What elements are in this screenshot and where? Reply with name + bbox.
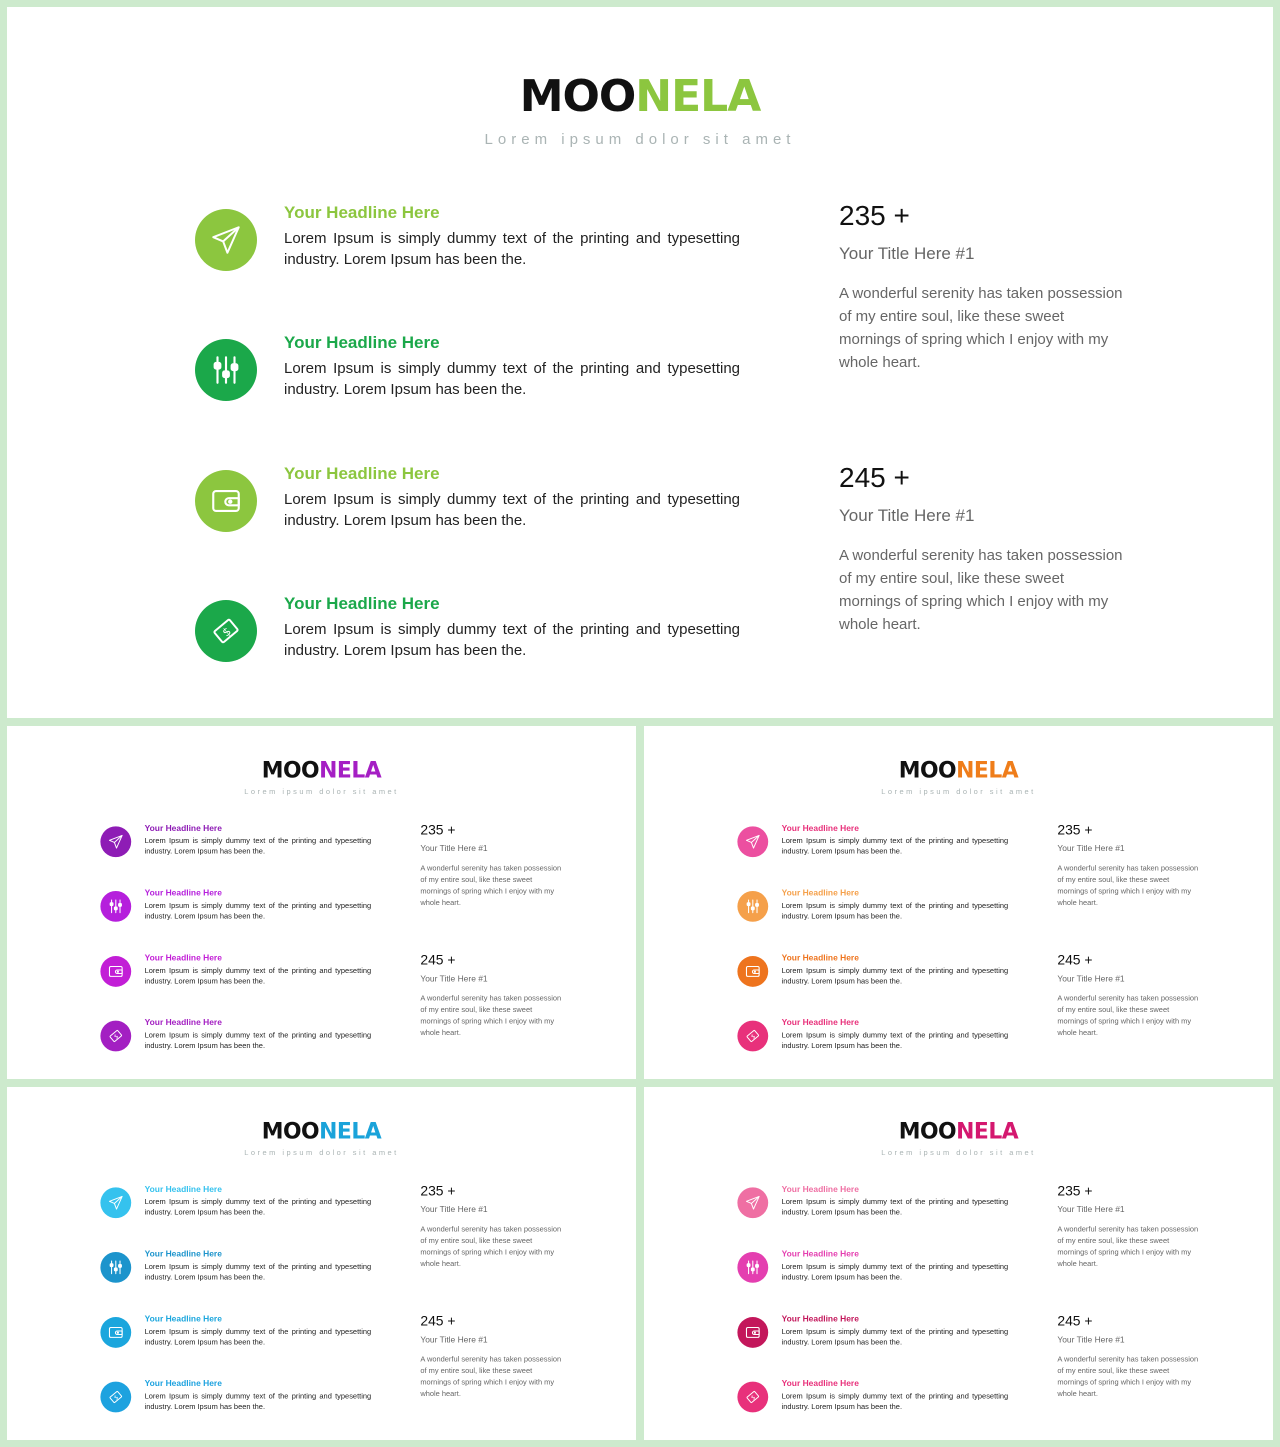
feature-description: Lorem Ipsum is simply dummy text of the printing and typesetting industry. Lorem Ipsum has been the. [144,901,372,921]
stat-number: 245 + [420,1313,456,1329]
feature-description: Lorem Ipsum is simply dummy text of the printing and typesetting industry. Lorem Ipsum has been the. [781,1262,1009,1282]
feature-description: Lorem Ipsum is simply dummy text of the printing and typesetting industry. Lorem Ipsum has been the. [781,1392,1009,1411]
slide-canvas [7,1087,636,1440]
feature-headline: Your Headline Here [781,1017,859,1028]
svg-text:$: $ [113,1394,121,1402]
slide-canvas [7,7,1273,718]
stat-text: A wonderful serenity has taken possession of my entire soul, like these sweet mornings of spring which I enjoy with my whole heart. [420,1225,562,1268]
slide-pink [644,1087,1273,1440]
sliders-icon [100,891,131,922]
svg-text:$: $ [113,1033,121,1041]
feature-description: Lorem Ipsum is simply dummy text of the printing and typesetting industry. Lorem Ipsum has been the. [781,836,1009,856]
money-icon [737,1382,768,1413]
stat-number: 235 + [839,200,910,231]
wallet-icon [737,956,768,987]
stat-text: A wonderful serenity has taken possession of my entire soul, like these sweet mornings of spring which I enjoy with my whole heart. [1057,1355,1199,1398]
money-icon [100,1382,131,1413]
svg-text:$: $ [750,1394,758,1402]
wallet-icon [737,1317,768,1348]
sliders-icon [100,1252,131,1283]
paper-plane-icon [195,209,257,271]
stat-title: Your Title Here #1 [1057,1334,1125,1345]
sliders-icon [195,339,257,401]
slide-purple [7,726,636,1079]
feature-headline: Your Headline Here [781,1184,859,1194]
stat-title: Your Title Here #1 [420,843,488,854]
stat-number: 245 + [839,462,910,493]
brand-logo: MOONELA [261,757,382,784]
feature-description: Lorem Ipsum is simply dummy text of the printing and typesetting industry. Lorem Ipsum has been the. [781,966,1009,986]
brand-logo: MOONELA [519,71,761,122]
feature-description: Lorem Ipsum is simply dummy text of the printing and typesetting industry. Lorem Ipsum has been the. [284,230,740,268]
feature-item [195,464,755,544]
stat-text: A wonderful serenity has taken possession of my entire soul, like these sweet mornings of spring which I enjoy with my whole heart. [420,1355,562,1398]
stat-title: Your Title Here #1 [420,1334,488,1345]
sliders-icon [737,1252,768,1283]
svg-text:$: $ [219,624,234,640]
feature-headline: Your Headline Here [781,1378,859,1389]
money-icon [195,600,257,662]
feature-headline: Your Headline Here [284,464,440,483]
stat-title: Your Title Here #1 [839,244,975,263]
tagline: Lorem ipsum dolor sit amet [881,787,1036,797]
stat-block [839,200,1139,374]
feature-description: Lorem Ipsum is simply dummy text of the printing and typesetting industry. Lorem Ipsum has been the. [144,1262,372,1282]
feature-headline: Your Headline Here [144,1248,222,1259]
slide-orange [644,726,1273,1079]
feature-description: Lorem Ipsum is simply dummy text of the printing and typesetting industry. Lorem Ipsum has been the. [284,621,740,659]
feature-headline: Your Headline Here [144,1184,222,1194]
brand-logo: MOONELA [898,757,1019,784]
feature-item [737,953,1015,993]
paper-plane-icon [737,826,768,857]
feature-description: Lorem Ipsum is simply dummy text of the printing and typesetting industry. Lorem Ipsum has been the. [781,901,1009,921]
wallet-icon [100,956,131,987]
feature-headline: Your Headline Here [144,887,222,898]
feature-headline: Your Headline Here [144,1017,222,1028]
money-icon [737,1021,768,1052]
feature-headline: Your Headline Here [284,333,440,352]
feature-item [195,203,755,283]
stat-block [420,822,569,908]
feature-description: Lorem Ipsum is simply dummy text of the printing and typesetting industry. Lorem Ipsum has been the. [144,1031,372,1050]
tagline: Lorem ipsum dolor sit amet [881,1148,1036,1158]
stat-number: 245 + [1057,952,1093,968]
paper-plane-icon [737,1187,768,1218]
feature-headline: Your Headline Here [144,1378,222,1389]
feature-item [737,1314,1015,1354]
stat-block [1057,1183,1206,1269]
feature-headline: Your Headline Here [144,1314,222,1324]
stat-number: 235 + [420,821,456,838]
tagline: Lorem ipsum dolor sit amet [244,1148,399,1158]
feature-item [100,1249,378,1289]
stat-block [420,1183,569,1269]
feature-item [737,1184,1015,1224]
feature-item [737,823,1015,863]
feature-description: Lorem Ipsum is simply dummy text of the printing and typesetting industry. Lorem Ipsum has been the. [781,1197,1009,1217]
wallet-icon [100,1317,131,1348]
slide-canvas [7,726,636,1079]
wallet-icon [195,470,257,532]
stat-title: Your Title Here #1 [420,1204,488,1215]
feature-item [737,888,1015,928]
stat-number: 235 + [1057,1182,1093,1199]
feature-headline: Your Headline Here [284,203,440,222]
stat-block [839,462,1139,636]
stat-text: A wonderful serenity has taken possession of my entire soul, like these sweet mornings of spring which I enjoy with my whole heart. [1057,994,1199,1037]
feature-description: Lorem Ipsum is simply dummy text of the printing and typesetting industry. Lorem Ipsum has been the. [284,491,740,529]
stat-text: A wonderful serenity has taken possession of my entire soul, like these sweet mornings of spring which I enjoy with my whole heart. [1057,1225,1199,1268]
feature-description: Lorem Ipsum is simply dummy text of the printing and typesetting industry. Lorem Ipsum has been the. [781,1327,1009,1347]
slide-blue [7,1087,636,1440]
stat-block [1057,822,1206,908]
feature-item [100,1184,378,1224]
stat-title: Your Title Here #1 [1057,1204,1125,1215]
feature-item [100,888,378,928]
svg-text:$: $ [750,1033,758,1041]
feature-item [737,1379,1015,1419]
stat-title: Your Title Here #1 [1057,973,1125,984]
feature-description: Lorem Ipsum is simply dummy text of the printing and typesetting industry. Lorem Ipsum has been the. [144,1392,372,1411]
stat-title: Your Title Here #1 [1057,843,1125,854]
stat-block [1057,1313,1206,1399]
feature-item [100,823,378,863]
feature-item [100,1018,378,1058]
slide-canvas [644,726,1273,1079]
stat-text: A wonderful serenity has taken possession of my entire soul, like these sweet mornings of spring which I enjoy with my whole heart. [1057,864,1199,907]
feature-item [737,1018,1015,1058]
feature-headline: Your Headline Here [781,1314,859,1324]
feature-description: Lorem Ipsum is simply dummy text of the printing and typesetting industry. Lorem Ipsum has been the. [781,1031,1009,1050]
feature-description: Lorem Ipsum is simply dummy text of the printing and typesetting industry. Lorem Ipsum has been the. [144,1327,372,1347]
feature-description: Lorem Ipsum is simply dummy text of the printing and typesetting industry. Lorem Ipsum has been the. [144,966,372,986]
feature-item [737,1249,1015,1289]
slide-green [7,7,1273,718]
paper-plane-icon [100,1187,131,1218]
feature-headline: Your Headline Here [144,953,222,963]
feature-headline: Your Headline Here [284,594,440,613]
brand-logo: MOONELA [898,1118,1019,1145]
paper-plane-icon [100,826,131,857]
feature-headline: Your Headline Here [781,887,859,898]
feature-headline: Your Headline Here [781,953,859,963]
stat-block [420,1313,569,1399]
feature-item [195,594,755,674]
feature-item [100,1379,378,1419]
sliders-icon [737,891,768,922]
stat-number: 235 + [420,1182,456,1199]
feature-headline: Your Headline Here [781,1248,859,1259]
stat-title: Your Title Here #1 [420,973,488,984]
stat-number: 245 + [1057,1313,1093,1329]
stat-text: A wonderful serenity has taken possession of my entire soul, like these sweet mornings of spring which I enjoy with my whole heart. [420,994,562,1037]
stat-text: A wonderful serenity has taken possession of my entire soul, like these sweet mornings of spring which I enjoy with my whole heart. [839,547,1123,633]
feature-description: Lorem Ipsum is simply dummy text of the printing and typesetting industry. Lorem Ipsum has been the. [144,836,372,856]
stat-text: A wonderful serenity has taken possession of my entire soul, like these sweet mornings of spring which I enjoy with my whole heart. [839,285,1123,371]
feature-description: Lorem Ipsum is simply dummy text of the printing and typesetting industry. Lorem Ipsum has been the. [284,360,740,398]
feature-item [100,953,378,993]
feature-item [195,333,755,413]
feature-headline: Your Headline Here [781,823,859,833]
stat-block [420,952,569,1038]
tagline: Lorem ipsum dolor sit amet [484,131,796,148]
feature-headline: Your Headline Here [144,823,222,833]
feature-description: Lorem Ipsum is simply dummy text of the printing and typesetting industry. Lorem Ipsum has been the. [144,1197,372,1217]
slide-canvas [644,1087,1273,1440]
stat-text: A wonderful serenity has taken possession of my entire soul, like these sweet mornings of spring which I enjoy with my whole heart. [420,864,562,907]
stat-number: 235 + [1057,821,1093,838]
feature-item [100,1314,378,1354]
stat-title: Your Title Here #1 [839,506,975,525]
money-icon [100,1021,131,1052]
stat-block [1057,952,1206,1038]
tagline: Lorem ipsum dolor sit amet [244,787,399,797]
stat-number: 245 + [420,952,456,968]
brand-logo: MOONELA [261,1118,382,1145]
